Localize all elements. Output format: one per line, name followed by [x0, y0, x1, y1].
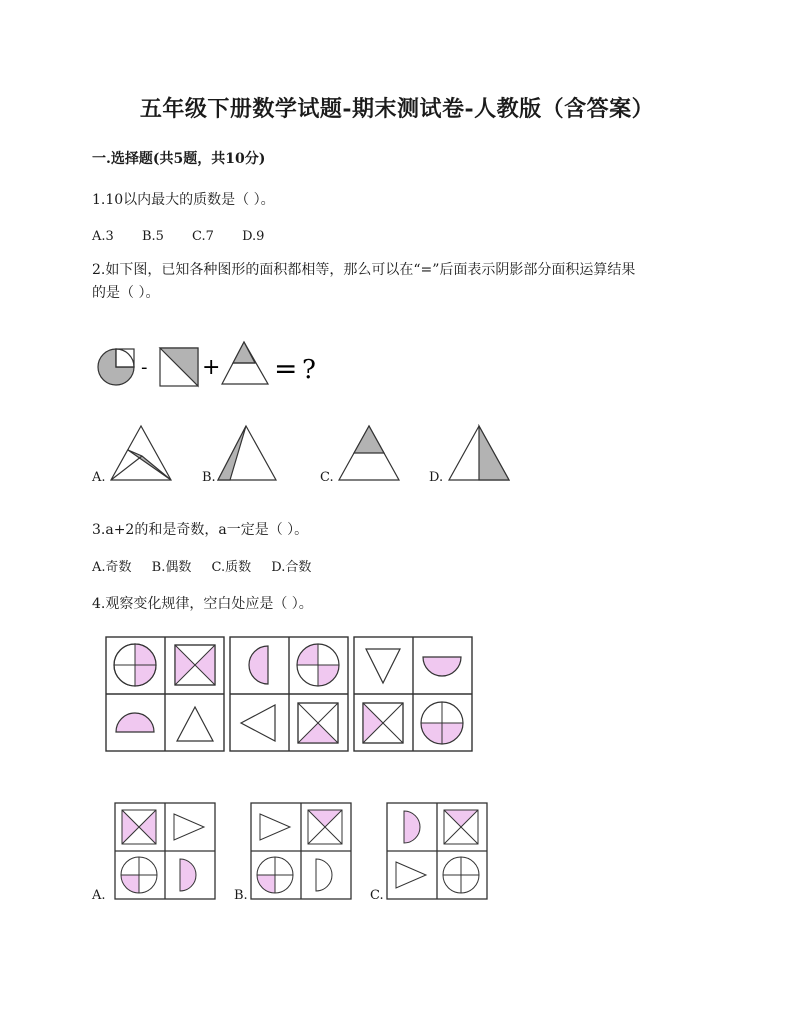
plus-sign: +: [202, 355, 221, 380]
q2-option-d-label: D.: [429, 470, 444, 485]
option-b: B.5: [141, 229, 164, 244]
triangle-top-shaded-figure: [222, 342, 268, 384]
minus-sign: -: [141, 357, 148, 378]
q2-option-a-label: A.: [92, 470, 106, 485]
option-a: A.3: [92, 229, 114, 244]
question-2-line-2: 的是（ ）。: [92, 285, 160, 301]
question-3-options: [92, 556, 327, 575]
q2-option-d-figure: [446, 424, 512, 482]
question-2-expression: [96, 340, 336, 390]
option-d: D.9: [242, 229, 265, 244]
question-4-pattern: [104, 633, 486, 759]
question-3-text: 3.a+2的和是奇数，a一定是（ ）。: [92, 522, 309, 538]
pattern-panel-2: [230, 637, 348, 751]
q4-option-b-figure: [250, 802, 352, 902]
q2-option-c-figure: [336, 424, 402, 482]
pattern-panel-1: [106, 637, 224, 751]
option-a: A.奇数: [92, 560, 132, 575]
option-d: D.合数: [271, 560, 312, 575]
question-4-text: 4.观察变化规律，空白处应是（ ）。: [92, 596, 313, 612]
q2-option-b-label: B.: [202, 470, 216, 485]
q4-option-a-figure: [114, 802, 216, 902]
page-title: 五年级下册数学试题-期末测试卷-人教版（含答案）: [139, 96, 655, 122]
option-b: B.偶数: [151, 560, 192, 575]
q4-option-b-label: B.: [234, 888, 248, 903]
q2-option-c-label: C.: [320, 470, 334, 485]
pattern-panel-3: [354, 637, 472, 751]
option-c: C.7: [192, 229, 214, 244]
q2-option-a-figure: [108, 424, 174, 482]
question-1-text: 1.10以内最大的质数是（ ）。: [92, 192, 275, 208]
q4-option-c-figure: [386, 802, 488, 902]
equals-sign: =: [274, 352, 298, 385]
question-1-options: [92, 229, 288, 244]
q4-option-c-label: C.: [370, 888, 384, 903]
q2-option-b-figure: [216, 424, 278, 482]
quarter-circle-figure: [98, 349, 134, 385]
section-heading: 一.选择题(共5题，共10分): [92, 151, 266, 167]
question-mark: ?: [302, 355, 316, 385]
diagonal-square-figure: [160, 348, 198, 386]
q4-option-a-label: A.: [92, 888, 106, 903]
question-2-line-1: 2.如下图，已知各种图形的面积都相等，那么可以在“=”后面表示阴影部分面积运算结果: [92, 262, 636, 278]
option-c: C.质数: [211, 560, 252, 575]
